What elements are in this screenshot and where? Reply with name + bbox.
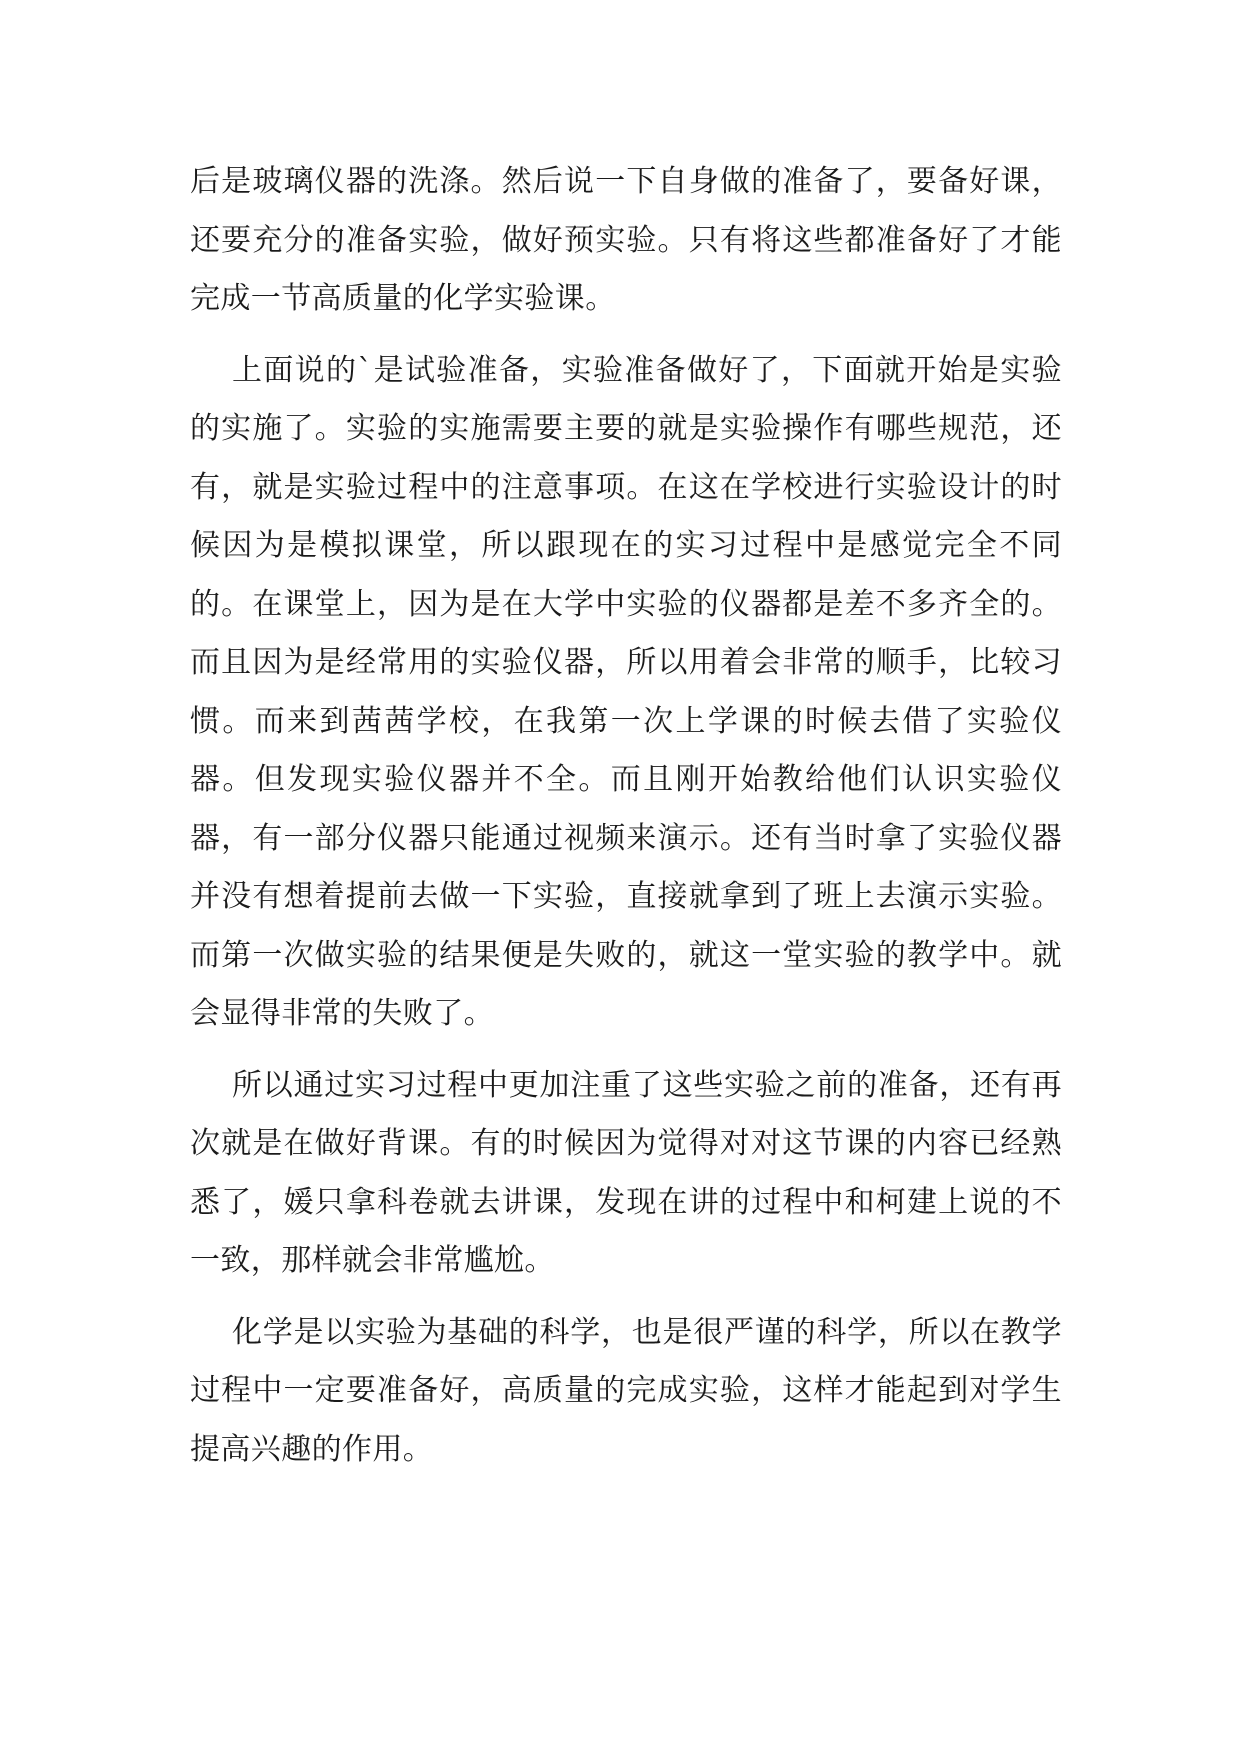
- document-body: [190, 153, 1062, 1492]
- paragraph-2: 上面说的`是试验准备，实验准备做好了，下面就开始是实验的实施了。实验的实施需要主要的就是实验操作有哪些规范，还有，就是实验过程中的注意事项。在这在学校进行实验设计的时候因为是模拟课堂，所以跟现在的实习过程中是感觉完全不同的。在课堂上，因为是在大学中实验的仪器都是差不多齐全的。而且因为是经常用的实验仪器，所以用着会非常的顺手，比较习惯。而来到茜茜学校，在我第一次上学课的时候去借了实验仪器。但发现实验仪器并不全。而且刚开始教给他们认识实验仪器，有一部分仪器只能通过视频来演示。还有当时拿了实验仪器并没有想着提前去做一下实验，直接就拿到了班上去演示实验。而第一次做实验的结果便是失败的，就这一堂实验的教学中。就会显得非常的失败了。: [190, 352, 1062, 1031]
- paragraph-1: 后是玻璃仪器的洗涤。然后说一下自身做的准备了，要备好课，还要充分的准备实验，做好预实验。只有将这些都准备好了才能完成一节高质量的化学实验课。: [190, 164, 1062, 316]
- paragraph-4: 化学是以实验为基础的科学，也是很严谨的科学，所以在教学过程中一定要准备好，高质量的完成实验，这样才能起到对学生提高兴趣的作用。: [190, 1314, 1062, 1467]
- paragraph-3: 所以通过实习过程中更加注重了这些实验之前的准备，还有再次就是在做好背课。有的时候因为觉得对对这节课的内容已经熟悉了，媛只拿科卷就去讲课，发现在讲的过程中和柯建上说的不一致，那样就会非常尴尬。: [190, 1067, 1062, 1278]
